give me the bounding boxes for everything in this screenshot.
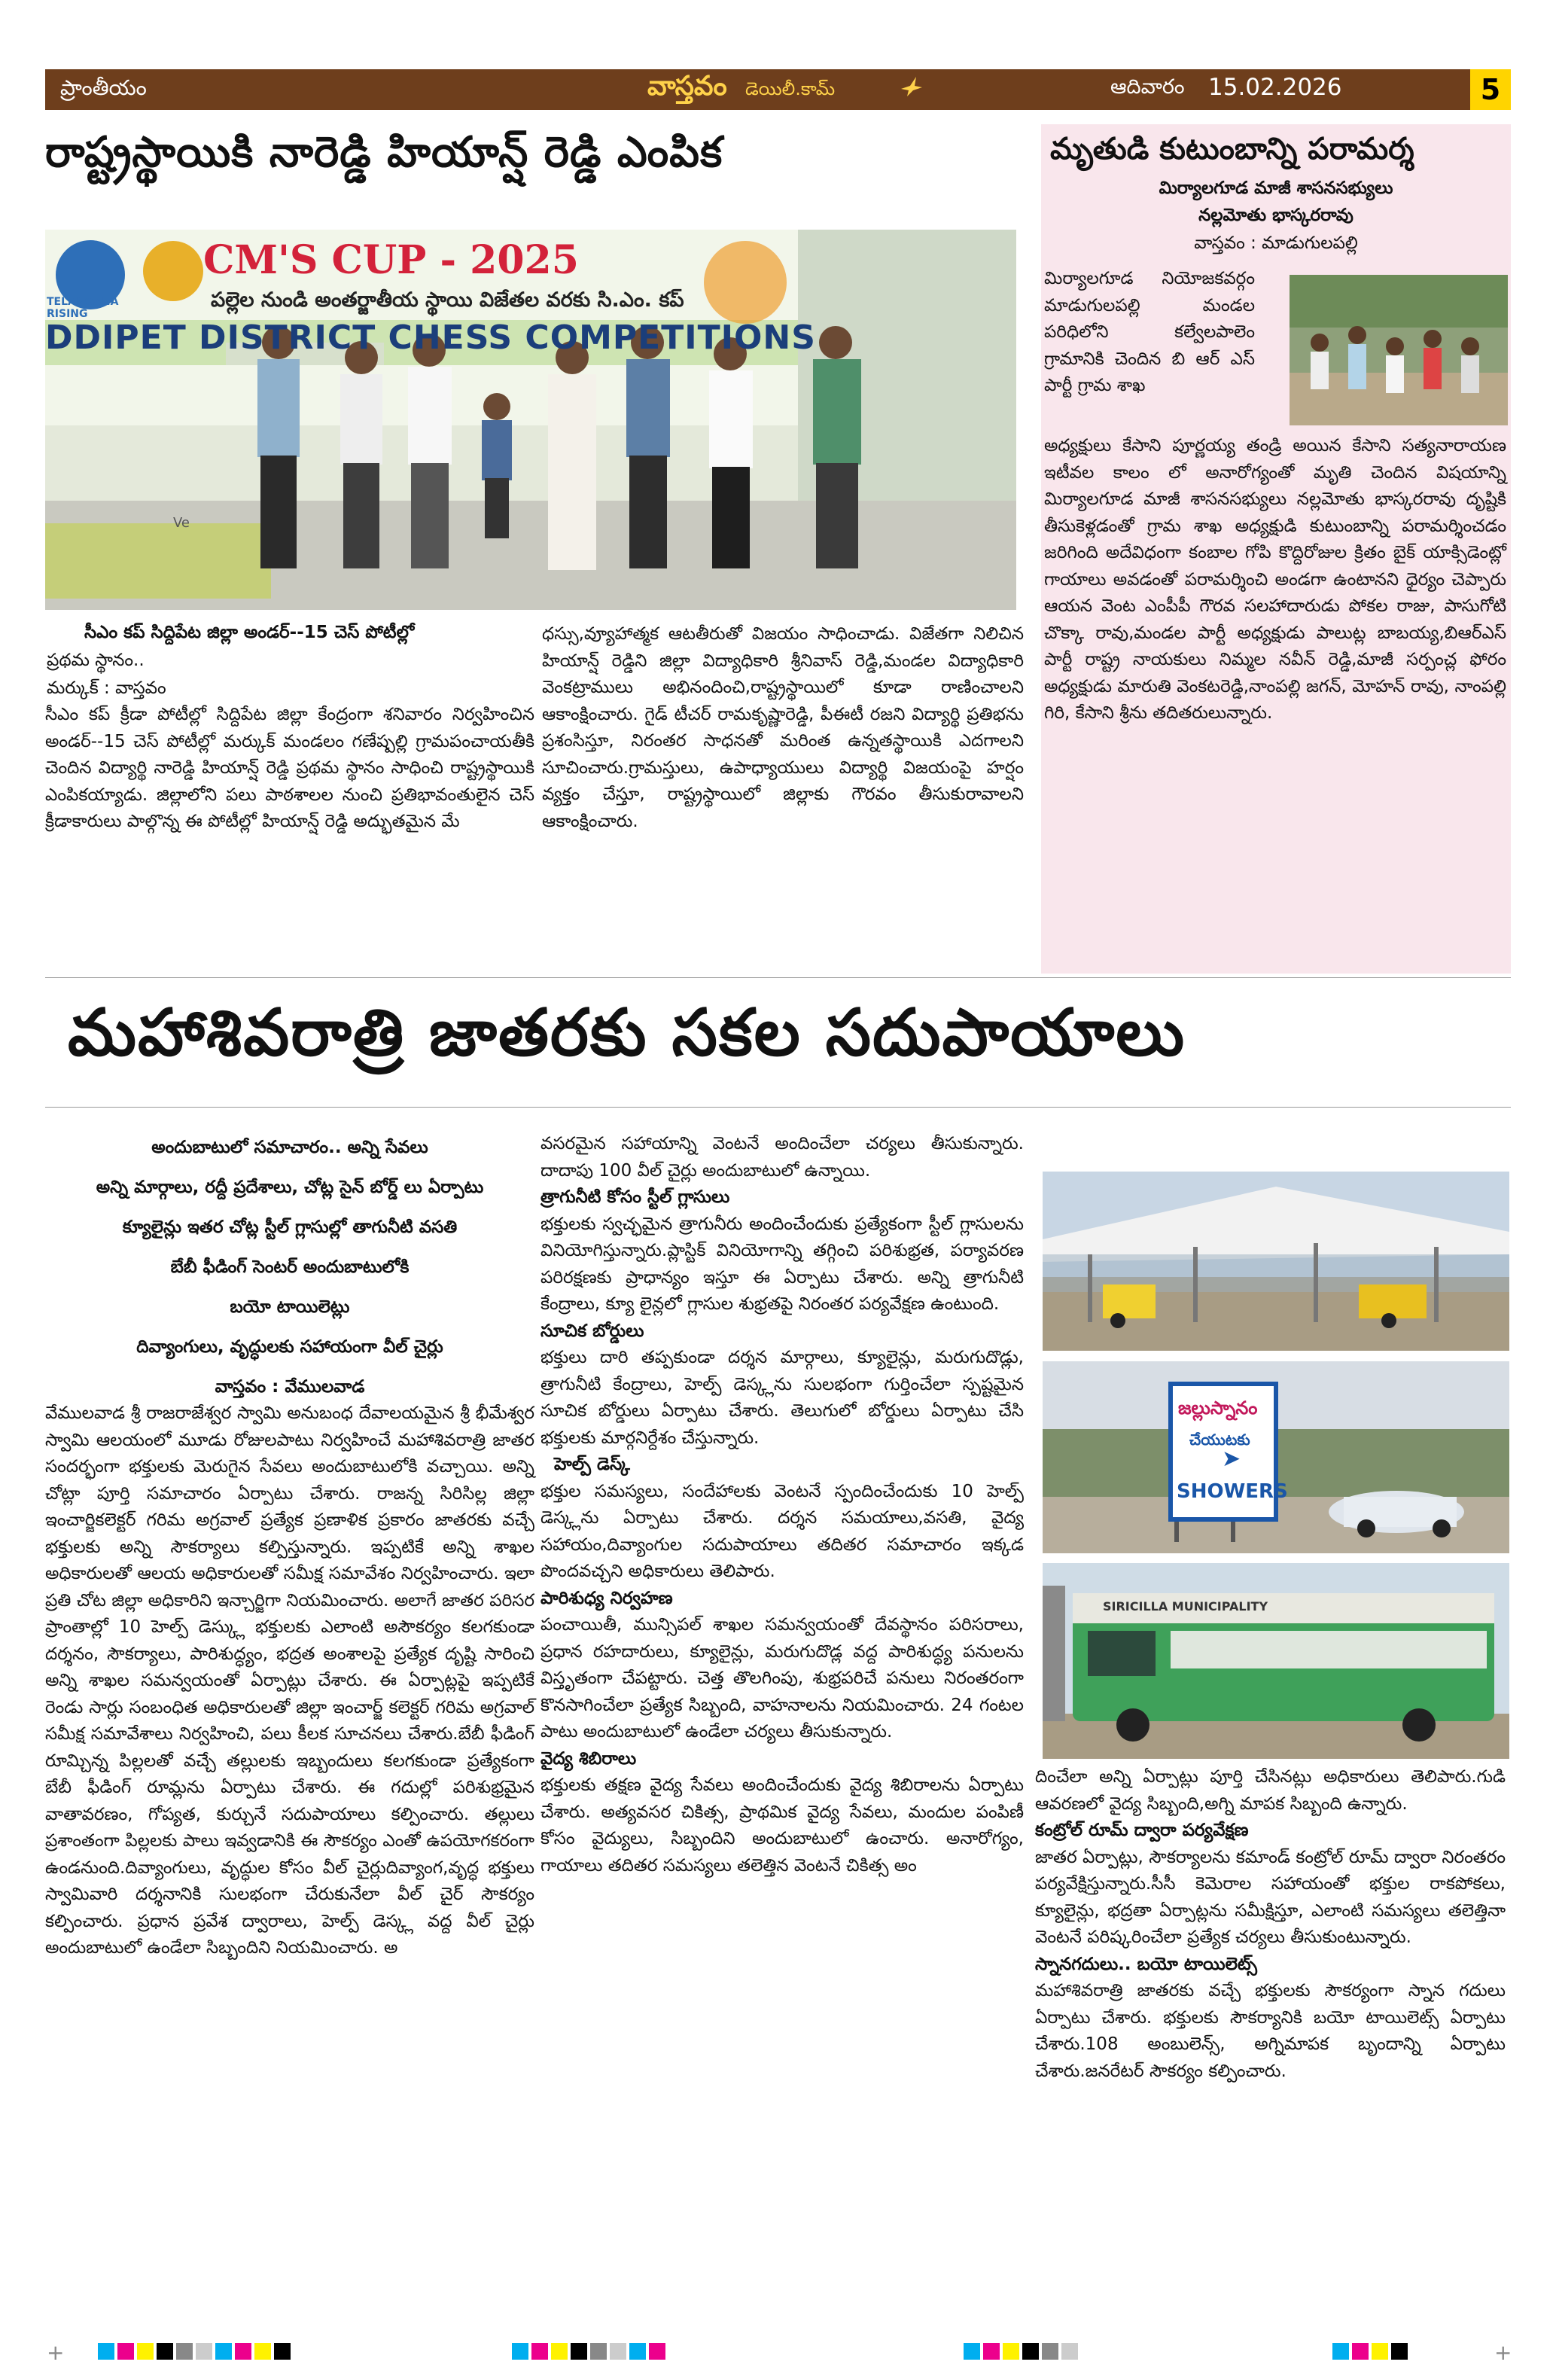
sidebar-body-top: మిర్యాలగూడ నియోజకవర్గం మాడుగులపల్లి మండల పరిధిలోని కల్వేలపాలెం గ్రామానికి చెందిన బి ఆర్ ఎస్ పార్టీ గ్రామ శాఖ — [1044, 269, 1255, 395]
page-number-badge: 5 — [1470, 69, 1511, 110]
heading-bathrooms: స్నానగదులు.. బయో టాయిలెట్స్ — [1035, 1954, 1257, 1974]
photo-banner-subtitle: పల్లెల నుండి అంతర్జాతీయ స్థాయి విజేతల వరకు సి.ఎం. కప్ — [211, 288, 684, 312]
photo-caption-line2: ప్రథమ స్థానం.. — [47, 651, 145, 670]
heading-sanitation: పారిశుధ్య నిర్వహణ — [540, 1588, 673, 1608]
article2-column3 — [1035, 1764, 1506, 2085]
heading-help: హెల్ప్ డెస్క్ — [554, 1455, 630, 1474]
subhead-item: బేబీ ఫీడింగ్ సెంటర్ అందుబాటులోకి — [170, 1257, 410, 1277]
heading-control-room: కంట్రోల్ రూమ్ ద్వారా పర్యవేక్షణ — [1035, 1821, 1249, 1840]
article2-column1: వేములవాడ శ్రీ రాజరాజేశ్వర స్వామి అనుబంధ దేవాలయమైన శ్రీ భీమేశ్వర స్వామి ఆలయంలో మూడు రోజులపాటు నిర్వహించే మహాశివరాత్రి జాతర సందర్భంగా భక్తులకు మెరుగైన సేవలు అందుబాటులోకి వచ్చాయి. అన్ని చోట్లా పూర్తి సమాచారం ఏర్పాటు చేశారు. రాజన్న సిరిసిల్ల జిల్లా ఇంచార్జికలెక్టర్ గరిమ అగ్రవాల్ ప్రత్యేక ప్రణాళిక ప్రకారం జాతరకు వచ్చే భక్తులకు అన్ని సౌకర్యాలు కల్పిస్తున్నారు. ఇప్పటికే అన్ని శాఖల అధికారులతో ఆలయ అధికారులతో సమీక్ష సమావేశం నిర్వహించారు. ఇలా ప్రతి చోట జిల్లా అధికారిని ఇన్చార్జిగా నియమించారు. అలాగే జాతర పరిసర ప్రాంతాల్లో 10 హెల్ప్ డెస్క్లు భక్తులకు ఎలాంటి అసౌకర్యం కలగకుండా దర్శనం, సౌకర్యాలు, పారిశుద్ధ్యం, భద్రత అంశాలపై ప్రత్యేక దృష్టి సారించి అన్ని శాఖల సమన్వయంతో ఏర్పాట్లు చేశారు. ఈ ఏర్పాట్లపై ఇప్పటికే రెండు సార్లు సంబంధిత అధికారులతో జిల్లా ఇంచార్జ్ కలెక్టర్ గరిమ అగ్రవాల్ సమీక్ష సమావేశాలు నిర్వహించి, పలు కీలక సూచనలు చేశారు.బేబీ ఫీడింగ్ రూమ్చిన్న పిల్లలతో వచ్చే తల్లులకు ఇబ్బందులు కలగకుండా ప్రత్యేకంగా బేబీ ఫీడింగ్ రూమ్లను ఏర్పాటు చేశారు. ఈ గదుల్లో పరిశుభ్రమైన వాతావరణం, గోప్యత, కుర్చునే సదుపాయాలు కల్పించారు. తల్లులు ప్రశాంతంగా పిల్లలకు పాలు ఇవ్వడానికి ఈ సౌకర్యం ఎంతో ఉపయోగకరంగా ఉండనుంది.దివ్యాంగులు, వృద్ధుల కోసం వీల్ చైర్లుదివ్యాంగ,వృద్ధ భక్తులు స్వామివారి దర్శనానికి సులభంగా చేరుకునేలా వీల్ చైర్ సౌకర్యం కల్పించారు. ప్రధాన ప్రవేశ ద్వారాలు, హెల్ప్ డెస్క్ల వద్ద వీల్ చైర్లు అందుబాటులో ఉండేలా సిబ్బందిని నియమించారు. అ — [45, 1403, 534, 1958]
subhead-item: క్యూలైన్లు ఇతర చోట్ల స్టీల్ గ్లాసుల్లో తాగునీటి వసతి — [122, 1217, 458, 1237]
site-name: డెయిలీ.కామ్ — [745, 78, 836, 99]
sign-text-showers: SHOWERS — [1177, 1480, 1288, 1503]
tent-shelter-photo — [1043, 1172, 1509, 1351]
bird-logo-icon — [900, 75, 924, 104]
sign-text-1: జల్లుస్నానం — [1178, 1397, 1258, 1419]
para-signs: భక్తులు దారి తప్పకుండా దర్శన మార్గాలు, క్యూలైన్లు, మరుగుదొడ్లు, త్రాగునీటి కేంద్రాలు, హెల్ప్ డెస్క్లను సులభంగా గుర్తించేలా స్పష్టమైన సూచిక బోర్డులు ఏర్పాటు చేశారు. తెలుగులో బోర్డులు ఏర్పాటు చేసి భక్తులకు మార్గనిర్దేశం చేస్తున్నారు. — [540, 1348, 1024, 1448]
sidebar-visit-photo — [1290, 275, 1508, 425]
para-sanitation: పంచాయితీ, మున్సిపల్ శాఖల సమన్వయంతో దేవస్థానం పరిసరాలు, ప్రధాన రహదారులు, క్యూలైన్లు, మరుగుదొడ్ల వద్ద పారిశుద్ధ్య పనులను విస్తృతంగా చేపట్టారు. చెత్త తొలగింపు, శుభ్రపరిచే పనులు నిరంతరంగా కొనసాగించేలా ప్రత్యేక సిబ్బంది, వాహనాలను నియమించారు. 24 గంటల పాటు అందుబాటులో ఉండేలా చర్యలు తీసుకున్నారు. — [540, 1615, 1024, 1742]
article2-dateline: వాస్తవం : వేములవాడ — [215, 1377, 365, 1397]
heading-water: త్రాగునీటి కోసం స్టీల్ గ్లాసులు — [540, 1187, 730, 1207]
color-bar-right — [964, 2343, 1265, 2360]
subhead-item: దివ్యాంగులు, వృద్ధులకు సహాయంగా వీల్ చైర్లు — [136, 1337, 443, 1357]
issue-day: ఆదివారం — [1110, 75, 1185, 99]
photo-banner-event: DDIPET DISTRICT CHESS COMPETITIONS — [45, 318, 816, 357]
para-bathrooms: మహాశివరాత్రి జాతరకు వచ్చే భక్తులకు సౌకర్యంగా స్నాన గదులు ఏర్పాటు చేశారు. భక్తులకు సౌకర్యానికి బయో టాయిలెట్స్ ఏర్పాటు చేశారు.108 అంబులెన్స్, అగ్నిమాపక బృందాన్ని ఏర్పాటు చేశారు.జనరేటర్ సౌకర్యం కల్పించారు. — [1035, 1981, 1506, 2081]
para-medical: భక్తులకు తక్షణ వైద్య సేవలు అందించేందుకు వైద్య శిబిరాలను ఏర్పాటు చేశారు. అత్యవసర చికిత్స, ప్రాథమిక వైద్య సేవలు, మందుల పంపిణీ కోసం వైద్యులు, సిబ్బందిని అందుబాటులో ఉంచారు. అనారోగ్యం, గాయాలు తదితర సమస్యలు తలెత్తిన వెంటనే చికిత్స అం — [540, 1775, 1024, 1876]
photo-banner-title: CM'S CUP - 2025 — [203, 237, 579, 283]
sign-arrow-icon: ➤ — [1222, 1446, 1241, 1472]
heading-medical: వైద్య శిబిరాలు — [540, 1748, 637, 1769]
col3-intro: దించేలా అన్ని ఏర్పాట్లు పూర్తి చేసినట్లు అధికారులు తెలిపారు.గుడి ఆవరణలో వైద్య సిబ్బంది,అగ్ని మాపక సిబ్బంది ఉన్నారు. — [1035, 1767, 1506, 1814]
col2-intro: వసరమైన సహాయాన్ని వెంటనే అందించేలా చర్యలు తీసుకున్నారు. దాదాపు 100 వీల్ చైర్లు అందుబాటులో ఉన్నాయి. — [540, 1134, 1024, 1181]
sidebar-subhead-1: మిర్యాలగూడ మాజీ శాసనసభ్యులు — [1159, 178, 1393, 198]
sidebar-news-box — [1041, 124, 1511, 974]
bus-label: SIRICILLA MUNICIPALITY — [1103, 1599, 1268, 1614]
sidebar-subhead-2: నల్లమోతు భాస్కరరావు — [1198, 206, 1354, 225]
para-water: భక్తులకు స్వచ్ఛమైన త్రాగునీరు అందించేందుకు ప్రత్యేకంగా స్టీల్ గ్లాసులను వినియోగిస్తున్నారు.ప్లాస్టిక్ వినియోగాన్ని తగ్గించి పరిశుభ్రత, పర్యావరణ పరిరక్షణకు ప్రాధాన్యం ఇస్తూ ఈ ఏర్పాటు చేశారు. అన్ని త్రాగునీటి కేంద్రాలు, క్యూ లైన్లలో గ్లాసుల శుభ్రతపై నిరంతర పర్యవేక్షణ ఉంటుంది. — [540, 1214, 1024, 1314]
sign-text-2: చేయుటకు — [1189, 1431, 1250, 1449]
headline-divider — [45, 1107, 1511, 1108]
article1-column1: సీఎం కప్ క్రీడా పోటీల్లో సిద్దిపేట జిల్లా కేంద్రంగా శనివారం నిర్వహించిన అండర్--15 చెస్ పోటీల్లో మర్కుక్ మండలం గణేష్పల్లి గ్రామపంచాయతీకి చెందిన విద్యార్థి నారెడ్డి హియాన్ష్ రెడ్డి ప్రథమ స్థానం సాధించి రాష్ట్రస్థాయికి ఎంపికయ్యాడు. జిల్లాలోని పలు పాఠశాలల నుంచి ప్రతిభావంతులైన చెస్ క్రీడాకారులు పాల్గొన్న ఈ పోటీల్లో హియాన్ష్ రెడ్డి అద్భుతమైన మే — [45, 705, 534, 831]
para-help: భక్తుల సమస్యలు, సందేహాలకు వెంటనే స్పందించేందుకు 10 హెల్ప్ డెస్క్లను ఏర్పాటు చేశారు. దర్శన సమయాలు,వసతి, వైద్య సహాయం,దివ్యాంగుల సదుపాయాలు తదితర సమాచారం ఇక్కడ పొందవచ్చని అధికారులు తెలిపారు. — [540, 1481, 1024, 1581]
subhead-item: బయో టాయిలెట్లు — [230, 1297, 350, 1317]
crop-mark-icon: + — [1494, 2340, 1512, 2365]
para-control-room: జాతర ఏర్పాట్లు, సౌకర్యాలను కమాండ్ కంట్రోల్ రూమ్ ద్వారా నిరంతరం పర్యవేక్షిస్తున్నారు.సీసీ కెమెరాల సహాయంతో భక్తుల రాకపోకలు, క్యూలైన్లు, భద్రతా ఏర్పాట్లను సమీక్షిస్తూ, ఎలాంటి సమస్యలు తలెత్తినా వెంటనే పరిష్కరించేలా ప్రత్యేక చర్యలు తీసుకుంటున్నారు. — [1035, 1847, 1506, 1947]
article2-column2 — [540, 1131, 1024, 1879]
chess-winner-photo — [45, 230, 1016, 610]
bio-toilet-bus-photo — [1043, 1563, 1509, 1759]
sidebar-dateline: వాస్తవం : మాడుగులపల్లి — [1194, 233, 1358, 253]
svg-text:Ve: Ve — [173, 515, 190, 531]
subhead-item: అన్ని మార్గాలు, రద్దీ ప్రదేశాలు, చోట్ల సైన్ బోర్డ్ లు ఏర్పాటు — [96, 1178, 484, 1197]
section-divider — [45, 977, 1511, 978]
article2-subheads — [45, 1128, 534, 1407]
photo-logo: TELANGANA RISING — [47, 296, 119, 320]
sidebar-body: అధ్యక్షులు కేసాని పూర్ణయ్య తండ్రి అయిన కేసాని సత్యనారాయణ ఇటీవల కాలం లో అనారోగ్యంతో మృతి చెందిన విషయాన్ని మిర్యాలగూడ మాజీ శాసనసభ్యులు నల్లమోతు భాస్కరరావు దృష్టికి తీసుకెళ్లడంతో గ్రామ శాఖ అధ్యక్షుడి కుటుంబాన్ని పరామర్శించడం జరిగింది అదేవిధంగా కంబాల గోపి కొద్దిరోజుల క్రితం బైక్ యాక్సిడెంట్లో గాయాలు అవడంతో పరామర్శించి అండగా ఉంటానని ధైర్యం చెప్పారు ఆయన వెంట ఎంపీపీ గౌరవ సలహాదారుడు పోకల రాజు, పాసుగోటి చొక్కా రావు,మండల పార్టీ అధ్యక్షుడు పాలుట్ల బాబయ్య,బిఆర్ఎస్ పార్టీ రాష్ట్ర నాయకులు నిమ్మల నవీన్ రెడ్డి,మాజీ సర్పంచ్ల ఫోరం అధ్యక్షుడు మారుతి వెంకటరెడ్డి,నాంపల్లి జగన్, మోహన్ రావు, నాంపల్లి గిరి, కేసాని శ్రీను తదితరులున్నారు. — [1044, 436, 1506, 723]
article1-dateline: మర్కుక్ : వాస్తవం — [47, 678, 166, 698]
page-header — [45, 69, 1511, 110]
article1-column2: ధస్సు,వ్యూహాత్మక ఆటతీరుతో విజయం సాధించాడు. విజేతగా నిలిచిన హియాన్ష్ రెడ్డిని జిల్లా విద్యాధికారి శ్రీనివాస్ రెడ్డి,మండల విద్యాధికారి వెంకట్రాములు అభినందించి,రాష్ట్రస్థాయిలో కూడా రాణించాలని ఆకాంక్షించారు. గైడ్ టీచర్ రామకృష్ణారెడ్డి, పీఈటీ రజని విద్యార్థి ప్రతిభను ప్రశంసిస్తూ, నిరంతర సాధనతో మరింత ఉన్నతస్థాయికి ఎదగాలని సూచించారు.గ్రామస్తులు, ఉపాధ్యాయులు విద్యార్థి విజయంపై హర్షం వ్యక్తం చేస్తూ, రాష్ట్రస్థాయిలో జిల్లాకు గౌరవం తీసుకురావాలని ఆకాంక్షించారు. — [542, 624, 1024, 831]
color-bar-far-right — [1332, 2343, 1483, 2360]
paper-name: వాస్తవం — [647, 71, 727, 102]
color-bar-left — [98, 2343, 489, 2360]
photo-caption-line1: సీఎం కప్ సిద్దిపేట జిల్లా అండర్--15 చెస్ పోటీల్లో — [84, 623, 415, 642]
heading-signs: సూచిక బోర్డులు — [540, 1321, 644, 1341]
article1-headline: రాష్ట్రస్థాయికి నారెడ్డి హియాన్ష్ రెడ్డి ఎంపిక — [45, 128, 723, 177]
crop-mark-icon: + — [47, 2340, 65, 2365]
article2-headline: మహాశివరాత్రి జాతరకు సకల సదుపాయాలు — [68, 995, 1186, 1071]
subhead-item: అందుబాటులో సమాచారం.. అన్ని సేవలు — [151, 1138, 428, 1157]
issue-date: 15.02.2026 — [1208, 74, 1342, 101]
sidebar-headline: మృతుడి కుటుంబాన్ని పరామర్శ — [1050, 132, 1414, 166]
showers-sign-photo — [1043, 1361, 1509, 1553]
section-label: ప్రాంతీయం — [60, 75, 147, 100]
color-bar-center — [512, 2343, 903, 2360]
